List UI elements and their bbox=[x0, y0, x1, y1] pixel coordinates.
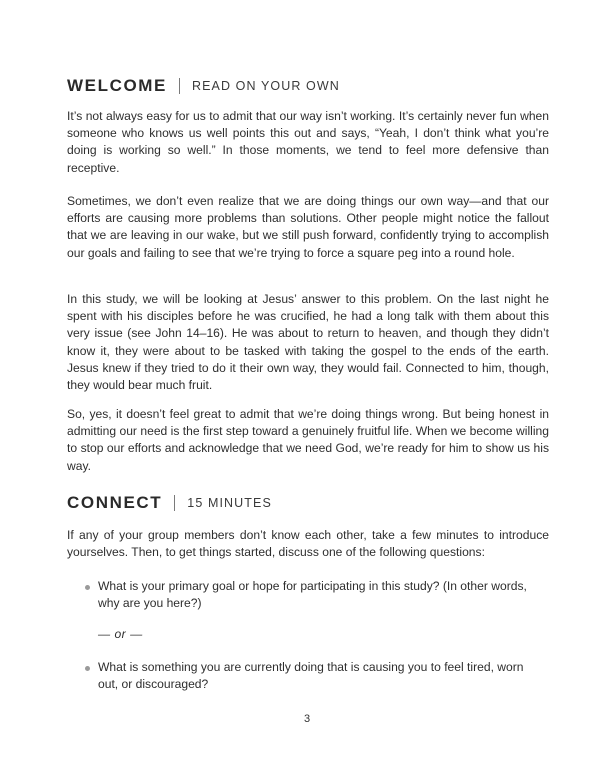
connect-intro: If any of your group members don’t know each other, take a few minutes to introduce yourselves. Then, to get things started, discuss one of the following questions: bbox=[67, 528, 549, 560]
or-separator: — or — bbox=[98, 627, 143, 641]
connect-header-divider bbox=[174, 495, 175, 511]
welcome-paragraph-4: So, yes, it doesn’t feel great to admit that we’re doing things wrong. But being honest in admitting our need is the first step toward a genuinely fruitful life. When we become willing to stop our efforts and acknowledge that we need God, we’re ready for him to show us his way. bbox=[67, 407, 549, 473]
bullet-dot-icon bbox=[85, 585, 90, 590]
question-item-1 bbox=[88, 578, 528, 612]
page-number: 3 bbox=[303, 713, 311, 725]
connect-header bbox=[67, 493, 272, 513]
connect-title: CONNECT bbox=[67, 493, 163, 512]
welcome-paragraph-1: It’s not always easy for us to admit that our way isn’t working. It’s certainly never fun when someone who knows us well points this out and says, “Yeah, I don’t think what you’re doing is working so well.” In those moments, we tend to feel more defensive than receptive. bbox=[67, 109, 549, 175]
welcome-header bbox=[67, 76, 340, 96]
welcome-paragraph-2: Sometimes, we don’t even realize that we are doing things our own way—and that our efforts are causing more problems than solutions. Other people might notice the fallout that we are leaving in our wake, but we still push forward, confidently trying to accomplish our goals and failing to see that we’re trying to force a square peg into a round hole. bbox=[67, 194, 549, 260]
welcome-title: WELCOME bbox=[67, 76, 167, 95]
question-text-2: What is something you are currently doing that is causing you to feel tired, worn out, or discouraged? bbox=[98, 660, 524, 692]
question-item-2 bbox=[88, 659, 528, 693]
welcome-header-divider bbox=[179, 78, 180, 94]
bullet-dot-icon bbox=[85, 666, 90, 671]
welcome-paragraph-3: In this study, we will be looking at Jesus’ answer to this problem. On the last night he spent with his disciples before he was crucified, he had a long talk with them about this very issue (see John 14–16). He was about to return to heaven, and though they didn’t know it, they were about to be tasked with taking the gospel to the ends of the earth. Jesus knew if they tried to do it their own way, they would fail. Connected to him, though, they would bear much fruit. bbox=[67, 292, 549, 393]
welcome-subtitle: READ ON YOUR OWN bbox=[191, 79, 340, 93]
connect-subtitle: 15 MINUTES bbox=[187, 496, 272, 510]
question-text-1: What is your primary goal or hope for participating in this study? (In other words, why are you here?) bbox=[98, 579, 527, 611]
